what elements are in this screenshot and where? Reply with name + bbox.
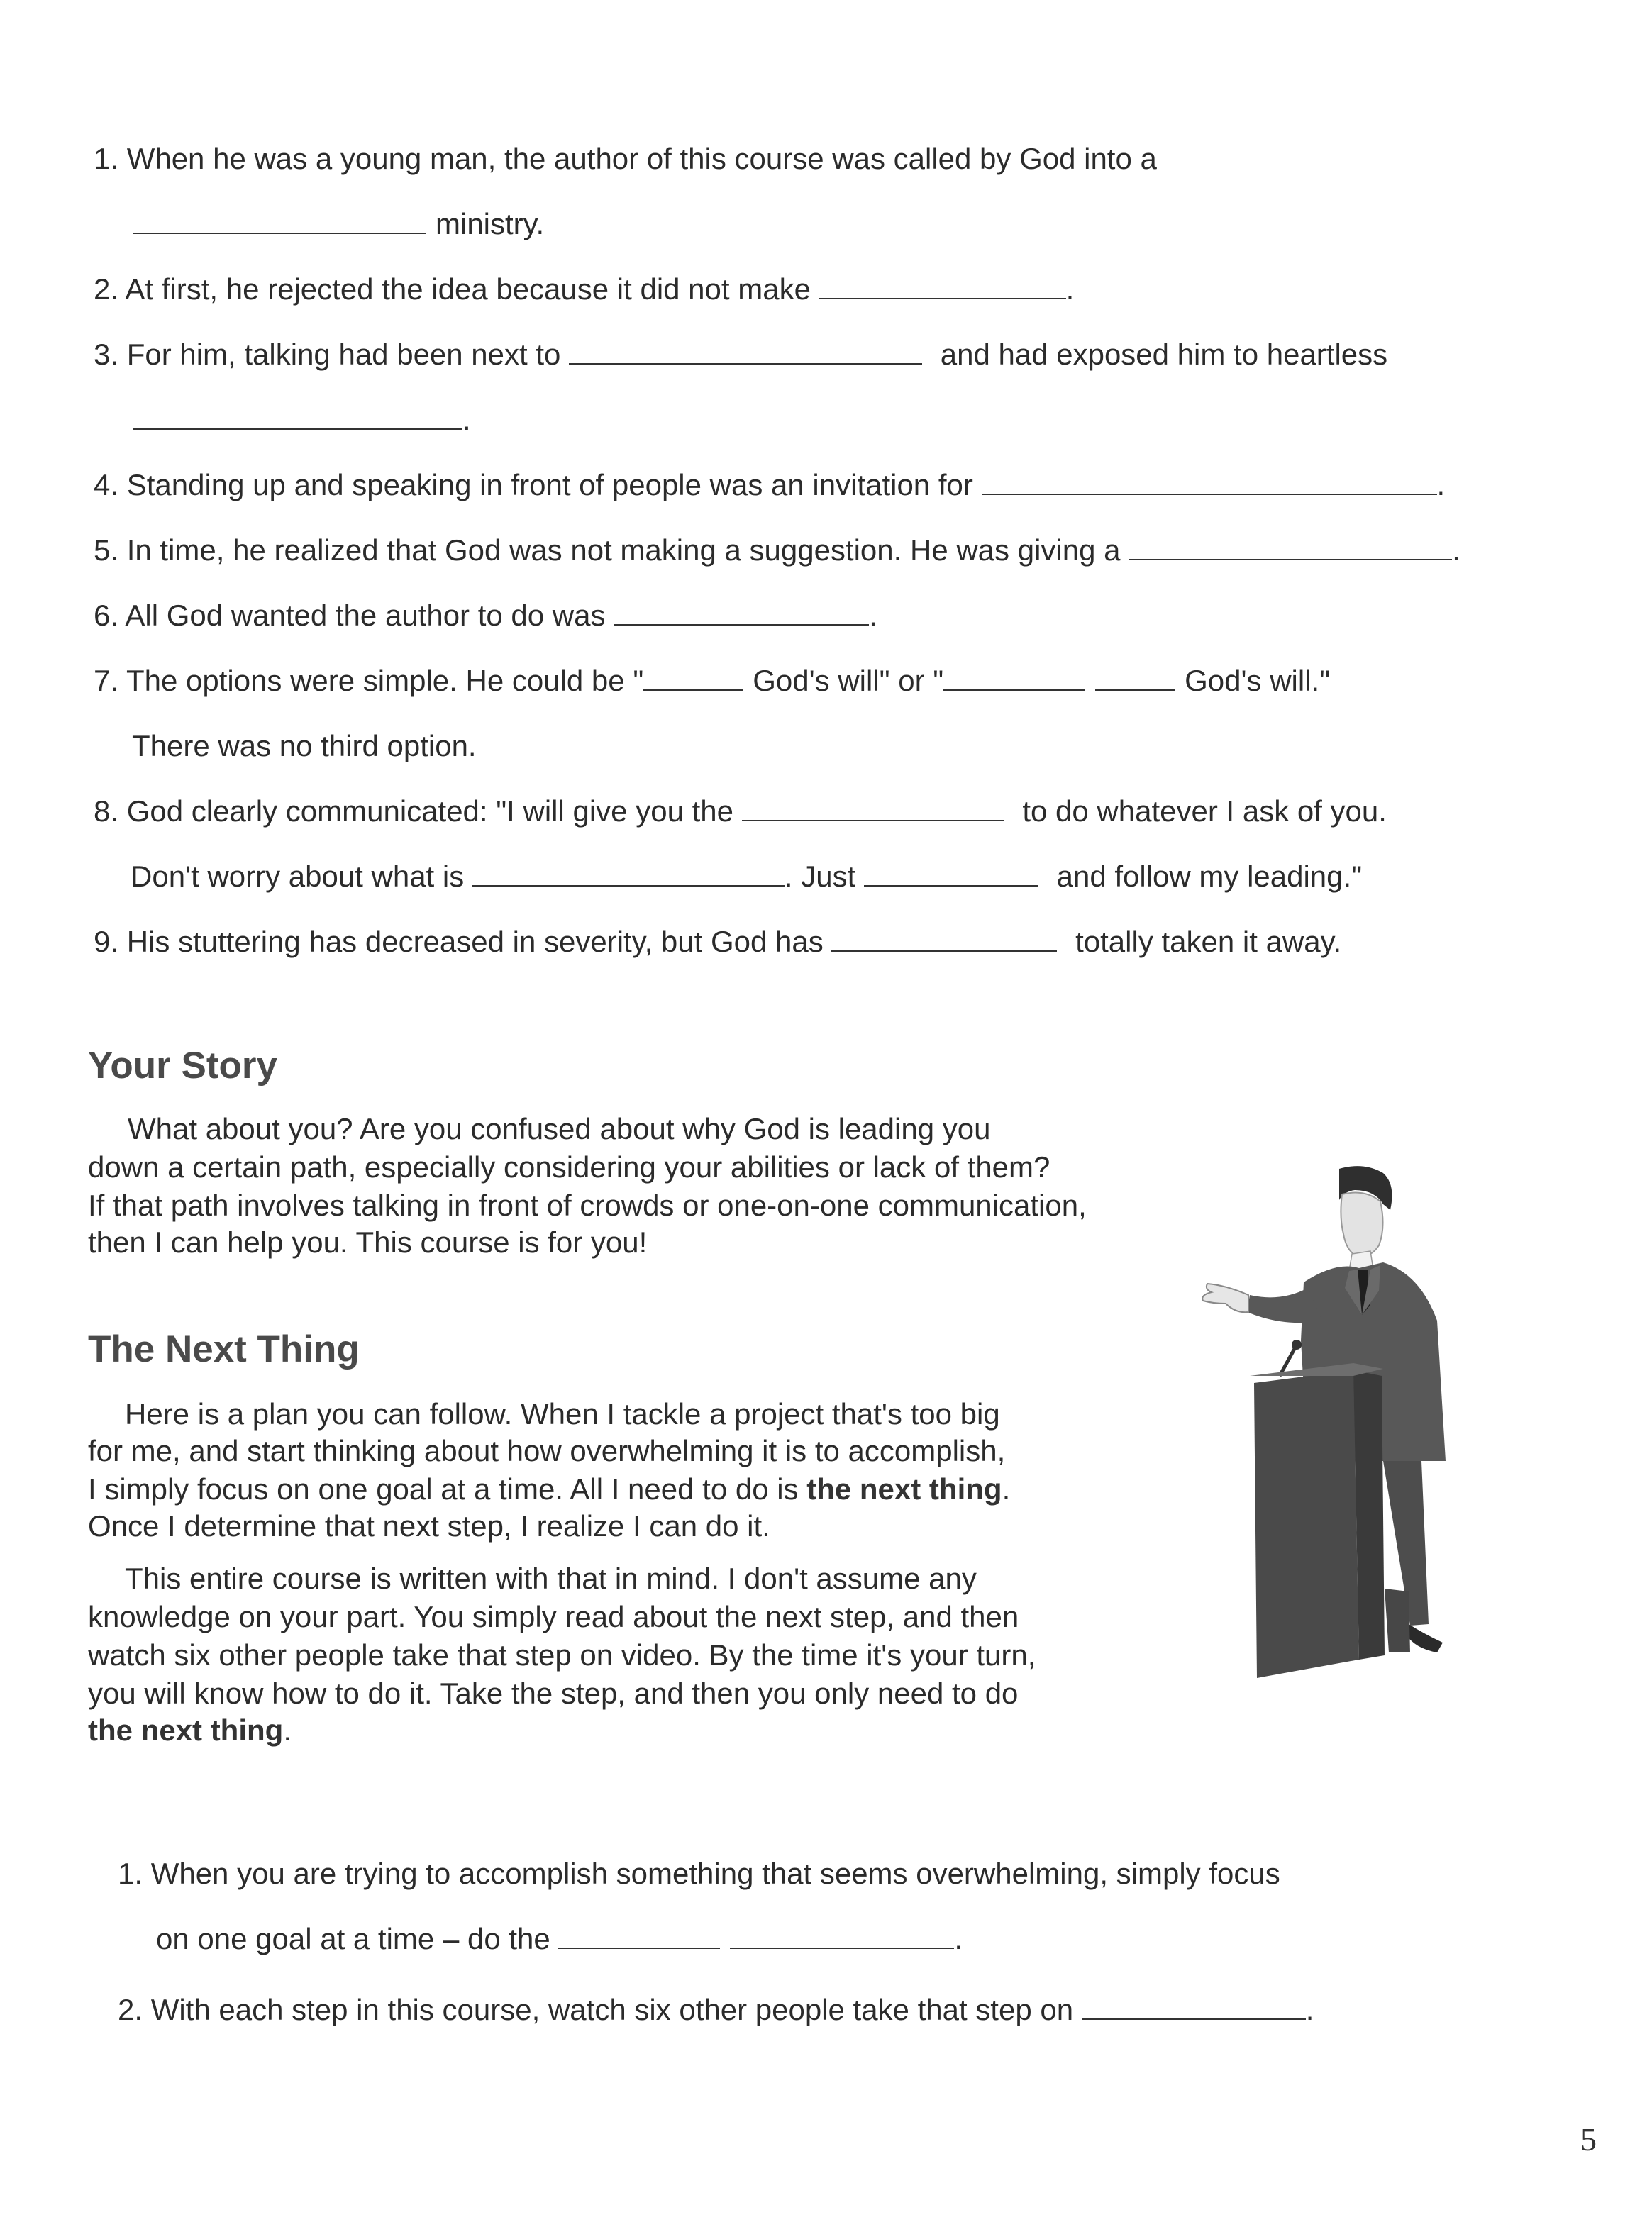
next-thing-line: watch six other people take that step on video. By the time it's your turn, [88,1638,1036,1672]
answer-blank[interactable] [614,599,869,626]
your-story-line: If that path involves talking in front of crowds or one-on-one communication, [88,1189,1087,1222]
answer-blank[interactable] [943,664,1085,691]
next-thing-line: knowledge on your part. You simply read about the next step, and then [88,1600,1019,1633]
answer-blank[interactable] [982,468,1437,495]
answer-blank[interactable] [831,925,1057,952]
question-b1: 1. When you are trying to accomplish something that seems overwhelming, simply focus [118,1857,1280,1890]
question-a1-line2: ministry. [133,206,544,243]
your-story-line: then I can help you. This course is for you! [88,1226,648,1259]
answer-blank[interactable] [1129,533,1452,560]
question-b1-line2: on one goal at a time – do the . [156,1922,963,1955]
next-thing-heading: The Next Thing [88,1328,360,1370]
speaker-at-podium-illustration [1197,1163,1467,1702]
answer-blank[interactable] [819,272,1066,299]
question-a4: 4. Standing up and speaking in front of people was an invitation for . [94,468,1446,501]
next-thing-line: the next thing. [88,1713,292,1747]
answer-blank[interactable] [643,664,743,691]
question-a8-line2: Don't worry about what is . Just and follow my leading." [131,860,1363,893]
your-story-heading: Your Story [88,1045,277,1087]
your-story-line: What about you? Are you confused about why God is leading you [128,1112,991,1145]
question-a2: 2. At first, he rejected the idea because it did not make . [94,272,1075,306]
question-a8: 8. God clearly communicated: "I will give you the to do whatever I ask of you. [94,794,1387,828]
question-a7: 7. The options were simple. He could be " God's will" or " God's will." [94,664,1331,697]
answer-blank[interactable] [1082,1993,1306,2020]
question-a9: 9. His stuttering has decreased in severity, but God has totally taken it away. [94,925,1342,958]
question-a7-line2: There was no third option. [132,729,477,762]
question-a6: 6. All God wanted the author to do was . [94,599,877,632]
page-number: 5 [1580,2121,1597,2157]
next-thing-line: This entire course is written with that in mind. I don't assume any [125,1562,977,1595]
question-b2: 2. With each step in this course, watch six other people take that step on . [118,1993,1314,2026]
answer-blank[interactable] [730,1922,954,1949]
question-a3-line2: . [133,401,471,438]
answer-blank[interactable] [742,794,1004,821]
next-thing-line: you will know how to do it. Take the step, and then you only need to do [88,1677,1019,1710]
answer-blank[interactable] [133,207,426,234]
answer-blank[interactable] [133,403,462,430]
question-a5: 5. In time, he realized that God was not making a suggestion. He was giving a . [94,533,1460,567]
your-story-line: down a certain path, especially considering your abilities or lack of them? [88,1150,1050,1184]
question-a1: 1. When he was a young man, the author of this course was called by God into a [94,142,1157,175]
question-a3: 3. For him, talking had been next to and had exposed him to heartless [94,338,1388,371]
next-thing-line: Once I determine that next step, I realize I can do it. [88,1509,770,1543]
answer-blank[interactable] [569,338,922,365]
next-thing-line: for me, and start thinking about how overwhelming it is to accomplish, [88,1434,1006,1467]
next-thing-line: I simply focus on one goal at a time. All I need to do is the next thing. [88,1472,1011,1506]
answer-blank[interactable] [864,860,1038,887]
answer-blank[interactable] [472,860,785,887]
answer-blank[interactable] [1095,664,1175,691]
answer-blank[interactable] [558,1922,720,1949]
next-thing-line: Here is a plan you can follow. When I tackle a project that's too big [125,1397,1000,1431]
